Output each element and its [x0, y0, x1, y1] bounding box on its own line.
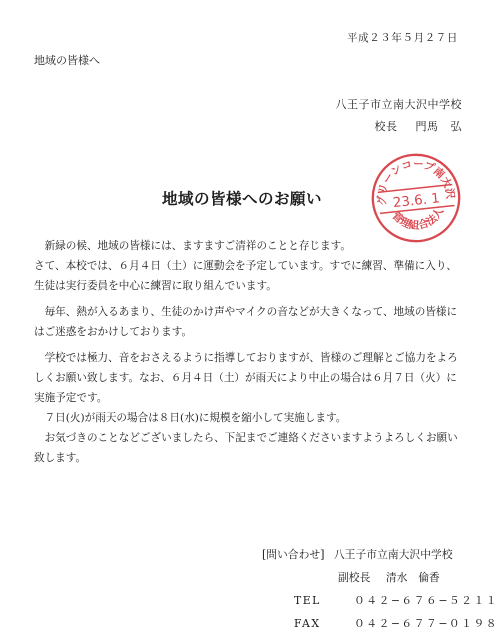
- stamp-top-text: グリーンコープ南大沢: [376, 158, 457, 207]
- document-title: 地域の皆様へのお願い: [162, 190, 323, 208]
- contact-name: 清水 倫香: [385, 571, 440, 584]
- body-line: お気づきのことなどございましたら、下記までご連絡くださいますようよろしくお願い: [34, 432, 458, 444]
- stamp-bottom-text: 管理組合法人: [389, 205, 447, 233]
- principal-surname: 門馬: [415, 120, 439, 133]
- body-line: 実施予定です。: [34, 392, 108, 404]
- stamp-date: 23.6. 1: [392, 191, 441, 212]
- fax-number: ０４２−６７７−０１９８: [354, 617, 499, 630]
- body-line: ７日(火)が雨天の場合は８日(水)に規模を縮小して実施します。: [34, 412, 347, 424]
- contact-role: 副校長: [338, 571, 371, 584]
- letter-body: [34, 236, 474, 468]
- principal-given-name: 弘: [450, 120, 462, 133]
- body-line: 致します。: [34, 452, 87, 464]
- body-line: 新緑の候、地域の皆様には、ますますご清祥のことと存じます。: [34, 240, 351, 252]
- contact-school: 八王子市立南大沢中学校: [333, 548, 453, 561]
- body-line: さて、本校では、６月４日（土）に運動会を予定しています。すでに練習、準備に入り、: [34, 260, 458, 272]
- body-line: 学校では極力、音をおさえるように指導しておりますが、皆様のご理解とご協力をよろ: [34, 352, 458, 364]
- contact-label: [問い合わせ]: [262, 548, 325, 561]
- contact-block: [262, 543, 498, 635]
- body-line: 生徒は実行委員を中心に練習に取り組んでいます。: [34, 280, 277, 292]
- body-line: 毎年、熱が入るあまり、生徒のかけ声やマイクの音などが大きくなって、地域の皆様に: [34, 306, 458, 318]
- tel-number: ０４２−６７６−５２１１: [354, 594, 499, 607]
- fax-label: FAX: [294, 617, 321, 630]
- body-line: しくお願い致します。なお、６月４日（土）が雨天により中止の場合は６月７日（火）に: [34, 372, 457, 384]
- tel-label: TEL: [294, 594, 321, 607]
- received-stamp: [363, 145, 469, 251]
- document-date: 平成２３年５月２７日: [347, 32, 458, 44]
- recipient-line: 地域の皆様へ: [34, 54, 100, 67]
- principal-role: 校長: [374, 120, 398, 133]
- body-line: はご迷惑をおかけしております。: [34, 326, 193, 338]
- sender-school: 八王子市立南大沢中学校: [335, 98, 462, 111]
- stamp-seal-icon: [363, 145, 469, 251]
- sender-principal: [375, 118, 463, 134]
